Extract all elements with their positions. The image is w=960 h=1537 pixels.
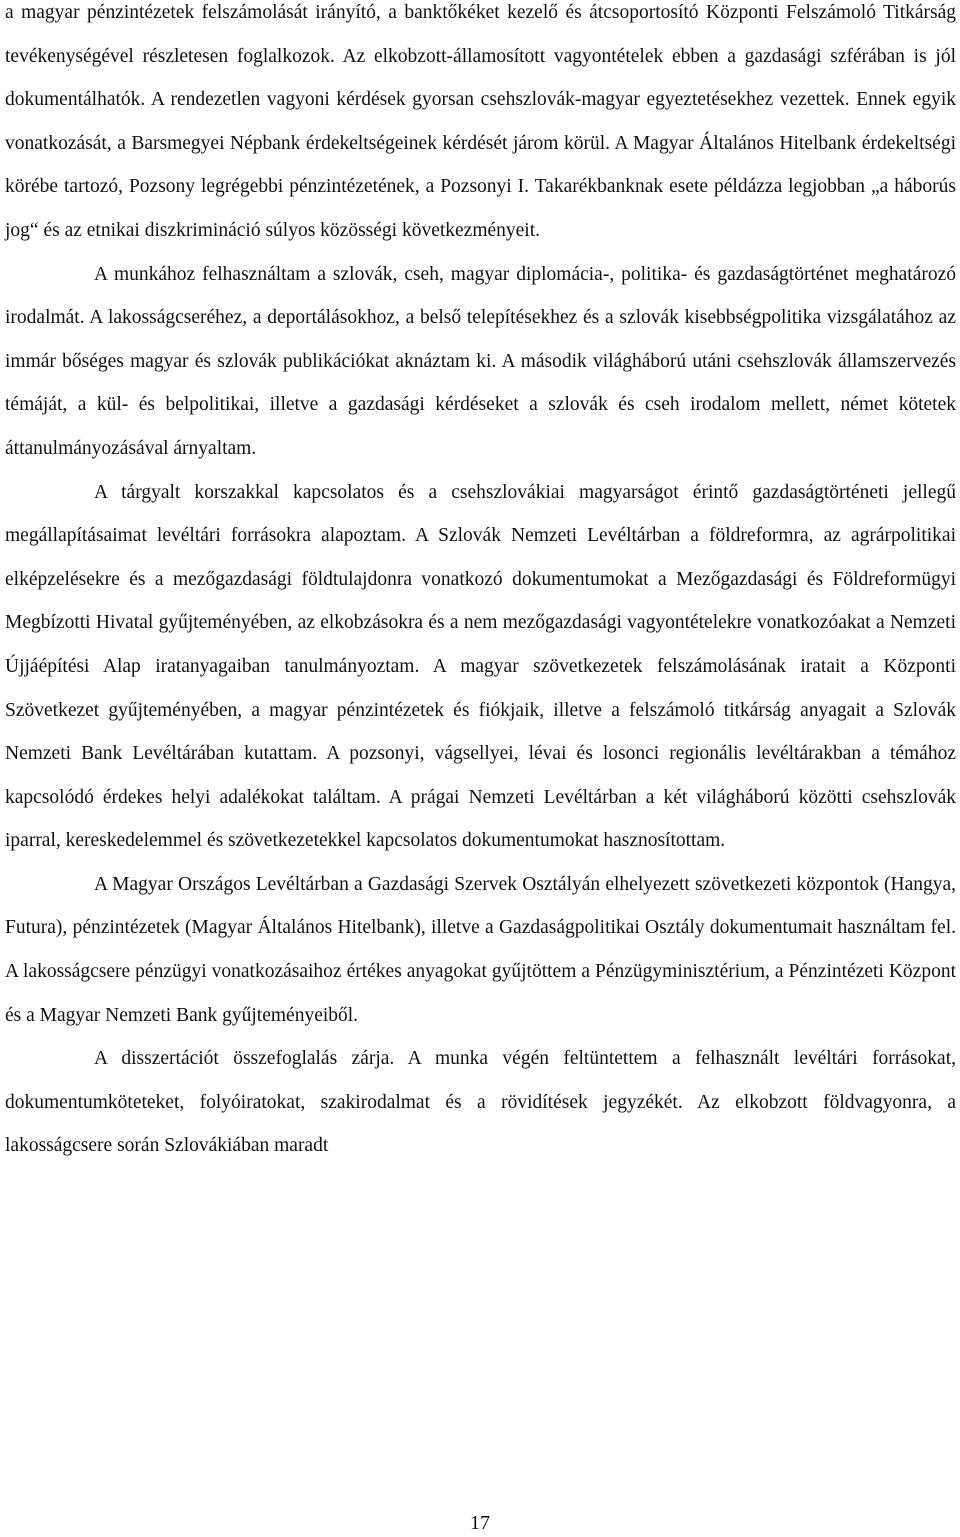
page-number: 17 [470, 1512, 490, 1534]
document-page [5, 0, 956, 1168]
paragraph-2: A munkához felhasználtam a szlovák, cseh, magyar diplomácia-, politika- és gazdaságtörténet meghatározó irodalmát. A lakosságcseréhez, a deportálásokhoz, a belső telepítésekhez és a szlovák kisebbségpolitika vizsgálatához az immár bőséges magyar és szlovák publikációkat aknáztam ki. A második világháború utáni csehszlovák államszervezés témáját, a kül- és belpolitikai, illetve a gazdasági kérdéseket a szlovák és cseh irodalom mellett, német kötetek áttanulmányozásával árnyaltam. [5, 263, 956, 459]
paragraph-1: a magyar pénzintézetek felszámolását irányító, a banktőkéket kezelő és átcsoportosító Központi Felszámoló Titkárság tevékenységével részletesen foglalkozok. Az elkobzott-államosított vagyontételek ebben a gazdasági szférában is jól dokumentálhatók. A rendezetlen vagyoni kérdések gyorsan csehszlovák-magyar egyeztetésekhez vezettek. Ennek egyik vonatkozását, a Barsmegyei Népbank érdekeltségeinek kérdését járom körül. A Magyar Általános Hitelbank érdekeltségi körébe tartozó, Pozsony legrégebbi pénzintézetének, a Pozsonyi I. Takarékbanknak esete példázza legjobban „a háborús jog“ és az etnikai diszkrimináció súlyos közösségi következményeit. [5, 2, 956, 241]
paragraph-4: A Magyar Országos Levéltárban a Gazdasági Szervek Osztályán elhelyezett szövetkezeti központok (Hangya, Futura), pénzintézetek (Magyar Általános Hitelbank), illetve a Gazdaságpolitikai Osztály dokumentumait használtam fel. A lakosságcsere pénzügyi vonatkozásaihoz értékes anyagokat gyűjtöttem a Pénzügyminisztérium, a Pénzintézeti Központ és a Magyar Nemzeti Bank gyűjteményeiből. [5, 873, 956, 1026]
paragraph-5: A disszertációt összefoglalás zárja. A munka végén feltüntettem a felhasznált levéltári forrásokat, dokumentumköteteket, folyóiratokat, szakirodalmat és a rövidítések jegyzékét. Az elkobzott földvagyonra, a lakosságcsere során Szlovákiában maradt [5, 1048, 956, 1157]
paragraph-3: A tárgyalt korszakkal kapcsolatos és a csehszlovákiai magyarságot érintő gazdaságtörténeti jellegű megállapításaimat levéltári forrásokra alapoztam. A Szlovák Nemzeti Levéltárban a földreformra, az agrárpolitikai elképzelésekre és a mezőgazdasági földtulajdonra vonatkozó dokumentumokat a Mezőgazdasági és Földreformügyi Megbízotti Hivatal gyűjteményében, az elkobzásokra és a nem mezőgazdasági vagyontételekre vonatkozóakat a Nemzeti Újjáépítési Alap iratanyagaiban tanulmányoztam. A magyar szövetkezetek felszámolásának iratait a Központi Szövetkezet gyűjteményében, a magyar pénzintézetek és fiókjaik, illetve a felszámoló titkárság anyagait a Szlovák Nemzeti Bank Levéltárában kutattam. A pozsonyi, vágsellyei, lévai és losonci regionális levéltárakban a témához kapcsolódó érdekes helyi adalékokat találtam. A prágai Nemzeti Levéltárban a két világháború közötti csehszlovák iparral, kereskedelemmel és szövetkezetekkel kapcsolatos dokumentumokat hasznosítottam. [5, 481, 956, 852]
